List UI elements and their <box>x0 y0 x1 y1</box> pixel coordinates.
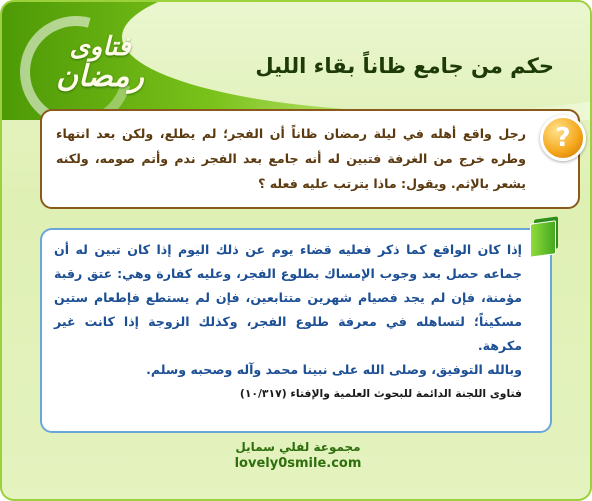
footer-site-link[interactable]: lovely0smile.com <box>234 456 362 471</box>
ramadan-fatawa-logo <box>50 34 150 93</box>
page-title: حكم من جامع ظاناً بقاء الليل <box>255 54 554 78</box>
answer-source: فتاوى اللجنة الدائمة للبحوث العلمية والإفتاء (١٠/٣١٧) <box>239 387 522 400</box>
footer-collection: مجموعة لفلي سمايل <box>235 440 361 454</box>
logo-line-2: رمضان <box>56 59 144 95</box>
header-band <box>2 2 592 120</box>
question-box <box>40 109 580 209</box>
answer-closing: وبالله التوفيق، وصلى الله على نبينا محمد وآله وصحبه وسلم. <box>146 362 522 377</box>
answer-text: إذا كان الواقع كما ذكر فعليه قضاء يوم عن ذلك اليوم إذا كان تبين له أن جماعه حصل بعد وجوب الإمساك بطلوع الفجر، وعليه كفارة وهي: عتق رقبة مؤمنة، فإن لم يجد فصيام شهرين متتابعين، فإن لم يستطع فإطعام ستين مسكيناً؛ لتساهله في معرفة طلوع الفجر، وكذلك الزوجة إذا كانت غير مكرهة. <box>54 242 522 353</box>
question-text: رجل واقع أهله في ليلة رمضان ظاناً أن الفجر؛ لم يطلع، ولكن بعد انتهاء وطره خرج من الغرفة فتبين له أنه جامع بعد الفجر ندم وأتم صومه، ولكنه يشعر بالإثم. ويقول: ماذا يترتب عليه فعله ؟ <box>56 126 526 191</box>
logo-line-1: فتاوى <box>69 32 131 62</box>
answer-box <box>40 228 552 433</box>
footer <box>2 440 592 471</box>
question-mark-icon: ? <box>540 115 586 161</box>
book-icon <box>530 216 564 256</box>
